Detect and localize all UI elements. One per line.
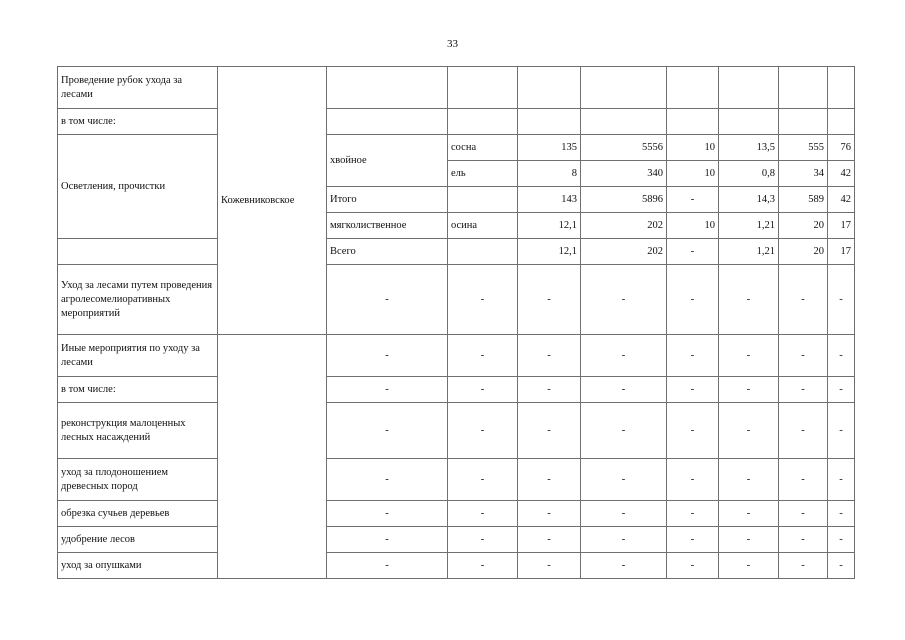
value-cell: -: [448, 527, 518, 553]
value-cell: -: [667, 403, 719, 459]
value-cell: -: [667, 527, 719, 553]
activity-cell: удобрение лесов: [58, 527, 218, 553]
activity-cell: уход за опушками: [58, 553, 218, 579]
table-row: [58, 67, 855, 109]
value-cell: -: [667, 239, 719, 265]
value-cell: 1,21: [719, 239, 779, 265]
value-cell: 12,1: [518, 239, 581, 265]
value-cell: 202: [581, 213, 667, 239]
value-cell: -: [779, 459, 828, 501]
empty-cell: [581, 67, 667, 109]
page-number: 33: [447, 38, 458, 50]
table-row: [58, 135, 855, 161]
table-row: [58, 527, 855, 553]
table-row: [58, 501, 855, 527]
value-cell: -: [667, 459, 719, 501]
value-cell: -: [719, 527, 779, 553]
value-cell: 0,8: [719, 161, 779, 187]
value-cell: -: [518, 459, 581, 501]
value-cell: 202: [581, 239, 667, 265]
value-cell: -: [448, 459, 518, 501]
value-cell: -: [719, 501, 779, 527]
value-cell: -: [667, 553, 719, 579]
value-cell: -: [581, 403, 667, 459]
value-cell: -: [719, 459, 779, 501]
value-cell: -: [327, 553, 448, 579]
empty-cell: [667, 109, 719, 135]
value-cell: 17: [828, 239, 855, 265]
value-cell: -: [327, 403, 448, 459]
value-cell: 8: [518, 161, 581, 187]
value-cell: 143: [518, 187, 581, 213]
species-cell: сосна: [448, 135, 518, 161]
empty-cell: [58, 239, 218, 265]
activity-cell: реконструкция малоценных лесных насаждений: [58, 403, 218, 459]
value-cell: -: [518, 335, 581, 377]
empty-cell: [719, 109, 779, 135]
value-cell: 589: [779, 187, 828, 213]
value-cell: 76: [828, 135, 855, 161]
value-cell: -: [581, 501, 667, 527]
table-row: [58, 265, 855, 335]
value-cell: -: [779, 403, 828, 459]
table-row: [58, 239, 855, 265]
table-row: [58, 459, 855, 501]
value-cell: -: [518, 527, 581, 553]
value-cell: 13,5: [719, 135, 779, 161]
activity-cell: Проведение рубок ухода за лесами: [58, 67, 218, 109]
value-cell: -: [581, 335, 667, 377]
value-cell: 1,21: [719, 213, 779, 239]
value-cell: -: [779, 527, 828, 553]
value-cell: 555: [779, 135, 828, 161]
activity-cell: уход за плодоношением древесных пород: [58, 459, 218, 501]
value-cell: 20: [779, 239, 828, 265]
value-cell: -: [719, 377, 779, 403]
value-cell: 5556: [581, 135, 667, 161]
table-row: [58, 335, 855, 377]
species-cell: осина: [448, 213, 518, 239]
empty-cell: [448, 109, 518, 135]
value-cell: 10: [667, 135, 719, 161]
value-cell: 14,3: [719, 187, 779, 213]
value-cell: -: [327, 377, 448, 403]
empty-cell: [719, 67, 779, 109]
empty-cell: [327, 67, 448, 109]
value-cell: -: [581, 527, 667, 553]
group-cell: мягколиственное: [327, 213, 448, 239]
value-cell: -: [581, 459, 667, 501]
value-cell: -: [667, 187, 719, 213]
empty-cell: [518, 67, 581, 109]
activity-cell: Иные мероприятия по уходу за лесами: [58, 335, 218, 377]
empty-cell: [448, 67, 518, 109]
value-cell: -: [327, 335, 448, 377]
value-cell: -: [448, 377, 518, 403]
value-cell: -: [518, 501, 581, 527]
activity-cell: обрезка сучьев деревьев: [58, 501, 218, 527]
value-cell: -: [518, 553, 581, 579]
value-cell: -: [448, 553, 518, 579]
forest-care-table: [57, 66, 855, 579]
empty-cell: [448, 187, 518, 213]
species-cell: ель: [448, 161, 518, 187]
empty-cell: [518, 109, 581, 135]
value-cell: -: [779, 335, 828, 377]
value-cell: -: [448, 265, 518, 335]
empty-cell: [828, 109, 855, 135]
table-row: [58, 403, 855, 459]
value-cell: 42: [828, 187, 855, 213]
empty-cell: [828, 67, 855, 109]
activity-cell: в том числе:: [58, 109, 218, 135]
value-cell: -: [581, 553, 667, 579]
value-cell: -: [667, 377, 719, 403]
value-cell: -: [828, 459, 855, 501]
value-cell: -: [327, 265, 448, 335]
value-cell: 12,1: [518, 213, 581, 239]
value-cell: 10: [667, 213, 719, 239]
value-cell: -: [327, 527, 448, 553]
subtotal-label: Итого: [327, 187, 448, 213]
value-cell: -: [581, 265, 667, 335]
value-cell: -: [828, 377, 855, 403]
empty-cell: [779, 109, 828, 135]
value-cell: -: [779, 501, 828, 527]
table-row: [58, 377, 855, 403]
value-cell: -: [779, 553, 828, 579]
forestry-cell: Кожевниковское: [218, 67, 327, 335]
value-cell: 42: [828, 161, 855, 187]
value-cell: 10: [667, 161, 719, 187]
empty-cell: [327, 109, 448, 135]
value-cell: -: [518, 403, 581, 459]
forestry-cell-empty: [218, 335, 327, 579]
value-cell: -: [667, 501, 719, 527]
value-cell: -: [327, 501, 448, 527]
value-cell: -: [719, 335, 779, 377]
value-cell: -: [448, 403, 518, 459]
value-cell: 20: [779, 213, 828, 239]
value-cell: -: [448, 501, 518, 527]
value-cell: -: [828, 553, 855, 579]
value-cell: -: [828, 335, 855, 377]
value-cell: -: [518, 377, 581, 403]
activity-cell: Осветления, прочистки: [58, 135, 218, 239]
value-cell: -: [719, 403, 779, 459]
value-cell: -: [518, 265, 581, 335]
value-cell: 17: [828, 213, 855, 239]
empty-cell: [448, 239, 518, 265]
total-label: Всего: [327, 239, 448, 265]
value-cell: 34: [779, 161, 828, 187]
value-cell: -: [327, 459, 448, 501]
empty-cell: [581, 109, 667, 135]
value-cell: -: [828, 527, 855, 553]
table-row: [58, 553, 855, 579]
value-cell: -: [719, 553, 779, 579]
value-cell: -: [448, 335, 518, 377]
value-cell: 340: [581, 161, 667, 187]
table-row: [58, 109, 855, 135]
value-cell: 135: [518, 135, 581, 161]
empty-cell: [667, 67, 719, 109]
value-cell: -: [581, 377, 667, 403]
value-cell: -: [719, 265, 779, 335]
activity-cell: Уход за лесами путем проведения агролесомелиоративных мероприятий: [58, 265, 218, 335]
value-cell: 5896: [581, 187, 667, 213]
value-cell: -: [779, 377, 828, 403]
value-cell: -: [667, 265, 719, 335]
group-cell: хвойное: [327, 135, 448, 187]
empty-cell: [779, 67, 828, 109]
value-cell: -: [828, 403, 855, 459]
activity-cell: в том числе:: [58, 377, 218, 403]
value-cell: -: [667, 335, 719, 377]
value-cell: -: [828, 265, 855, 335]
value-cell: -: [779, 265, 828, 335]
value-cell: -: [828, 501, 855, 527]
